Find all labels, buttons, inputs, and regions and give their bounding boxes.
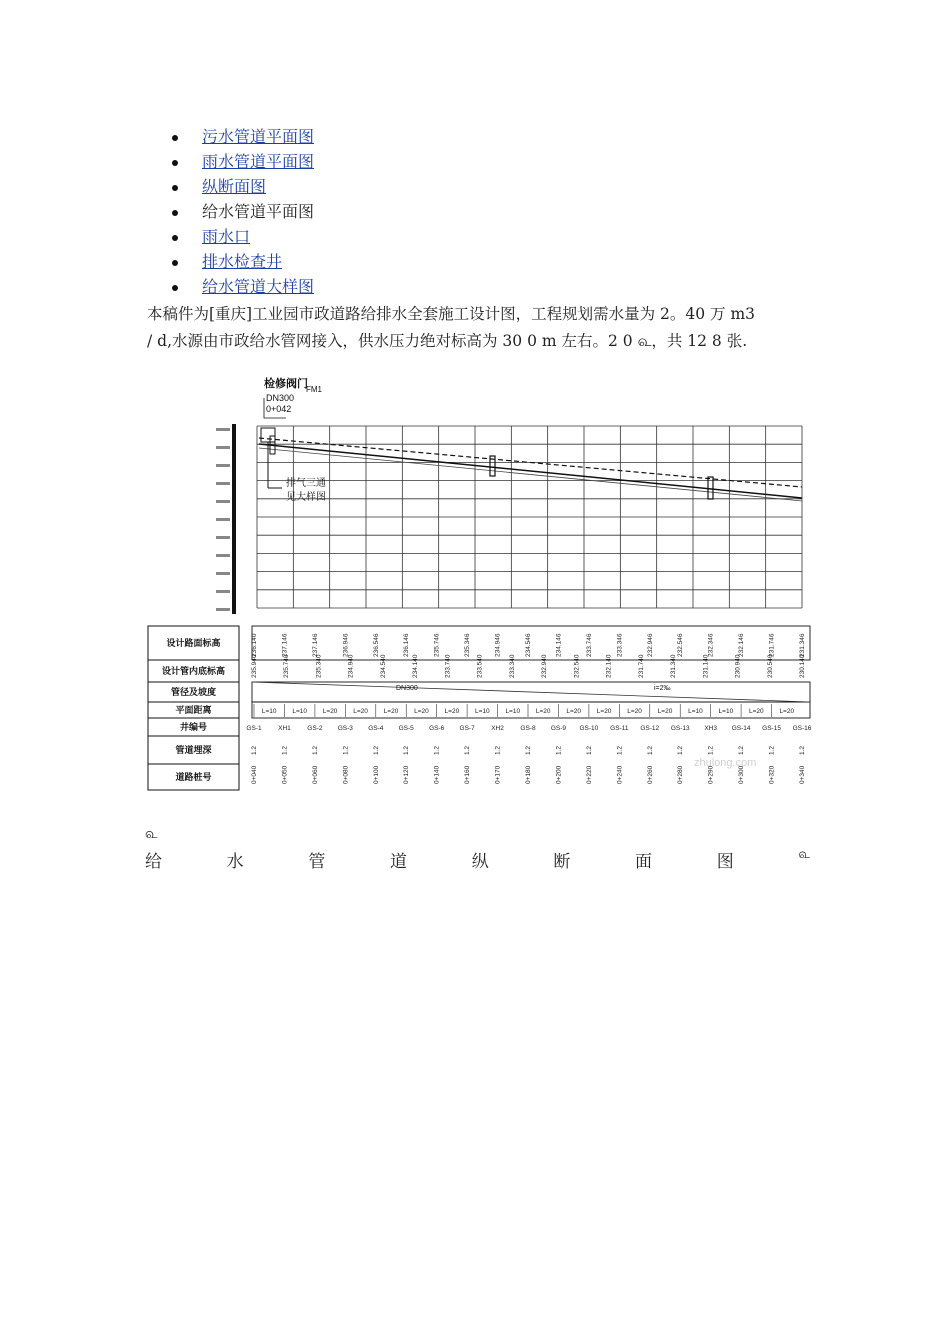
invert-elevation-value: 235.340 [315, 654, 323, 678]
stake-value: 0+100 [372, 765, 380, 784]
table-row-header: 井编号 [179, 722, 208, 732]
depth-value: 1.2 [525, 745, 532, 755]
depth-value: 1.2 [799, 745, 806, 755]
depth-value: 1.2 [433, 745, 441, 755]
surface-elevation-value: 236.140 [251, 633, 258, 657]
stake-value: 0+240 [616, 765, 624, 784]
invert-elevation-value: 234.940 [347, 654, 355, 678]
scale-bar [232, 424, 236, 614]
depth-value: 1.2 [646, 745, 654, 755]
caption-char: 纵 [471, 852, 489, 872]
caption-char: 水 [226, 852, 244, 872]
surface-elevation-value: 236.546 [372, 633, 380, 657]
well-id: GS-11 [610, 725, 629, 732]
stake-value: 0+340 [799, 765, 806, 784]
list-item[interactable] [172, 151, 314, 176]
invert-elevation-value: 233.740 [444, 654, 452, 678]
invert-elevation-value: 233.340 [508, 654, 516, 678]
caption-char: ௳ [798, 847, 810, 862]
distance-value: L=20 [596, 708, 612, 715]
scale-tick-label [216, 572, 230, 575]
well-id: GS-5 [398, 725, 414, 732]
current-item-water-supply-plan: 给水管道平面图 [202, 202, 315, 221]
valve-title: 检修阀门 [264, 378, 308, 390]
distance-value: L=10 [718, 708, 734, 715]
water-pipe-profile-drawing [146, 370, 816, 794]
bullet-icon [172, 260, 178, 266]
surface-elevation-value: 236.946 [342, 633, 350, 657]
distance-value: L=20 [535, 708, 551, 715]
caption-char: 图 [716, 852, 734, 872]
distance-value: L=10 [261, 708, 277, 715]
caption-char: 管 [308, 852, 326, 872]
table-row-header: 设计管内底标高 [161, 666, 226, 676]
depth-value: 1.2 [738, 745, 746, 755]
caption-char: 给 [145, 852, 162, 872]
depth-value: 1.2 [251, 745, 258, 755]
well-id: GS-3 [337, 725, 353, 732]
link-rainwater-plan[interactable]: 雨水管道平面图 [202, 152, 315, 171]
note-line-2: 见大样图 [286, 492, 326, 503]
surface-elevation-value: 233.746 [585, 633, 593, 657]
scale-tick-label [216, 590, 230, 593]
depth-value: 1.2 [342, 745, 350, 755]
invert-elevation-value: 230.140 [799, 654, 806, 678]
distance-value: L=20 [566, 708, 581, 715]
well-id: GS-16 [792, 725, 812, 732]
invert-elevation-value: 235.740 [283, 654, 291, 678]
bullet-icon [172, 160, 178, 166]
invert-elevation-value: 231.340 [670, 654, 678, 678]
watermark: zhulong.com [694, 757, 757, 769]
scale-tick-label [216, 608, 230, 611]
invert-elevation-value: 231.740 [637, 654, 645, 678]
stake-value: 0+170 [494, 765, 502, 784]
invert-elevation-value: 234.540 [379, 654, 387, 678]
list-item[interactable] [172, 176, 314, 201]
link-profile[interactable]: 纵断面图 [202, 177, 267, 196]
stake-value: 0+120 [403, 765, 411, 784]
stake-value: 0+280 [677, 765, 685, 784]
invert-elevation-value: 232.540 [573, 654, 581, 678]
distance-value: L=20 [353, 708, 368, 715]
table-row-header: 管道埋深 [175, 745, 212, 755]
caption-mark: ௳ [145, 826, 158, 842]
depth-value: 1.2 [616, 745, 624, 755]
invert-elevation-value: 232.140 [605, 654, 613, 678]
distance-value: L=20 [657, 708, 673, 715]
stake-value: 0+080 [342, 765, 350, 784]
table-row-header: 道路桩号 [175, 772, 212, 782]
distance-value: L=20 [322, 708, 338, 715]
table-row-header: 平面距离 [175, 705, 212, 715]
well-id: GS-4 [368, 725, 384, 732]
figure-caption [145, 847, 810, 872]
bullet-icon [172, 285, 178, 291]
related-drawings-list [172, 126, 314, 301]
scale-tick-label [216, 446, 230, 449]
well-id: XH1 [278, 725, 291, 732]
stake-value: 0+180 [525, 765, 532, 784]
caption-char: 断 [553, 852, 571, 872]
stake-value: 0+260 [646, 765, 654, 784]
depth-value: 1.2 [707, 745, 715, 755]
stake-value: 0+300 [738, 765, 746, 784]
bullet-icon [172, 210, 178, 216]
well-id: GS-7 [459, 725, 475, 732]
well-id: GS-9 [550, 725, 567, 732]
surface-elevation-value: 232.946 [646, 633, 654, 657]
well-id: GS-15 [762, 725, 781, 732]
surface-elevation-value: 233.346 [616, 633, 624, 657]
link-sewage-plan[interactable]: 污水管道平面图 [202, 127, 315, 146]
link-water-pipe-detail[interactable]: 给水管道大样图 [202, 277, 315, 296]
pipe-size-label: DN300 [266, 393, 295, 403]
bullet-icon [172, 135, 178, 141]
caption-char: 道 [390, 852, 408, 872]
well-id: GS-2 [307, 725, 323, 732]
table-row-header: 管径及坡度 [170, 687, 217, 697]
distance-value: L=10 [505, 708, 521, 715]
surface-elevation-value: 232.546 [677, 633, 685, 657]
depth-value: 1.2 [677, 745, 685, 755]
depth-value: 1.2 [403, 745, 411, 755]
table-row-header: 设计路面标高 [166, 638, 221, 648]
list-item[interactable] [172, 126, 314, 151]
slope-cell: i=2‰ [654, 685, 671, 692]
depth-value: 1.2 [555, 745, 563, 755]
distance-value: L=20 [779, 708, 795, 715]
station-label: 0+042 [266, 404, 292, 414]
caption-char: 面 [635, 852, 653, 872]
depth-value: 1.2 [494, 745, 502, 755]
description-line-1: 本稿件为[重庆]工业园市政道路给排水全套施工设计图，工程规划需水量为 2。40 万 m3 [147, 305, 756, 323]
scale-tick-label [216, 482, 230, 485]
distance-value: L=20 [383, 708, 399, 715]
stake-value: 0+140 [433, 765, 441, 784]
surface-elevation-value: 234.946 [494, 633, 502, 657]
depth-value: 1.2 [372, 745, 380, 755]
note-line-1: 排气三通 [286, 478, 326, 489]
list-item [172, 201, 314, 226]
well-id: XH3 [704, 725, 717, 732]
stake-value: 0+160 [464, 765, 472, 784]
distance-value: L=20 [627, 708, 642, 715]
distance-value: L=20 [749, 708, 764, 715]
well-id: GS-14 [731, 725, 751, 732]
valve-code: FM1 [306, 385, 322, 394]
depth-value: 1.2 [311, 745, 319, 755]
link-inspection-well[interactable]: 排水检查井 [202, 252, 283, 271]
invert-elevation-value: 234.140 [412, 654, 420, 678]
surface-elevation-value: 237.146 [281, 633, 289, 657]
invert-elevation-value: 232.940 [541, 654, 549, 678]
distance-value: L=10 [475, 708, 490, 715]
invert-elevation-value: 235.940 [251, 654, 258, 678]
well-id: GS-6 [429, 725, 445, 732]
surface-elevation-value: 232.146 [738, 633, 746, 657]
list-item[interactable] [172, 226, 314, 251]
stake-value: 0+060 [311, 765, 319, 784]
depth-value: 1.2 [464, 745, 472, 755]
distance-value: L=20 [414, 708, 429, 715]
invert-elevation-value: 231.140 [702, 654, 710, 678]
surface-elevation-value: 235.346 [464, 633, 472, 657]
invert-elevation-value: 230.540 [766, 654, 774, 678]
stake-value: 0+200 [555, 765, 563, 784]
stake-value: 0+220 [585, 765, 593, 784]
scale-tick-label [216, 554, 230, 557]
description-paragraph [147, 301, 815, 355]
distance-value: L=10 [292, 708, 307, 715]
scale-tick-label [216, 536, 230, 539]
surface-elevation-value: 232.346 [707, 633, 715, 657]
invert-elevation-value: 233.540 [476, 654, 484, 678]
stake-value: 0+040 [251, 765, 258, 784]
depth-value: 1.2 [585, 745, 593, 755]
stake-value: 0+290 [707, 765, 715, 784]
well-id: GS-10 [579, 725, 599, 732]
scale-tick-label [216, 500, 230, 503]
surface-elevation-value: 234.146 [555, 633, 563, 657]
surface-elevation-value: 235.746 [433, 633, 441, 657]
bullet-icon [172, 185, 178, 191]
stake-value: 0+320 [768, 765, 776, 784]
well-id: GS-12 [640, 725, 660, 732]
scale-tick-label [216, 428, 230, 431]
surface-elevation-value: 236.146 [403, 633, 411, 657]
well-id: GS-1 [246, 725, 262, 732]
invert-elevation-value: 230.940 [734, 654, 742, 678]
link-rain-inlet[interactable]: 雨水口 [202, 227, 251, 246]
bullet-icon [172, 235, 178, 241]
surface-elevation-value: 237.146 [311, 633, 319, 657]
surface-elevation-value: 231.346 [799, 633, 806, 657]
list-item[interactable] [172, 276, 314, 301]
depth-value: 1.2 [768, 745, 776, 755]
surface-elevation-value: 231.746 [768, 633, 776, 657]
surface-elevation-value: 234.546 [525, 633, 532, 657]
distance-value: L=20 [444, 708, 460, 715]
well-id: GS-8 [520, 725, 536, 732]
depth-value: 1.2 [281, 745, 289, 755]
scale-tick-label [216, 518, 230, 521]
well-id: XH2 [491, 725, 504, 732]
distance-value: L=10 [688, 708, 703, 715]
well-id: GS-13 [670, 725, 690, 732]
scale-tick-label [216, 464, 230, 467]
list-item[interactable] [172, 251, 314, 276]
pipe-size-cell: DN300 [396, 685, 418, 692]
description-line-2: / d,水源由市政给水管网接入，供水压力绝对标高为 30 0 m 左右。2 0 ௳，共 12 8 张. [147, 332, 748, 350]
stake-value: 0+050 [281, 765, 289, 784]
